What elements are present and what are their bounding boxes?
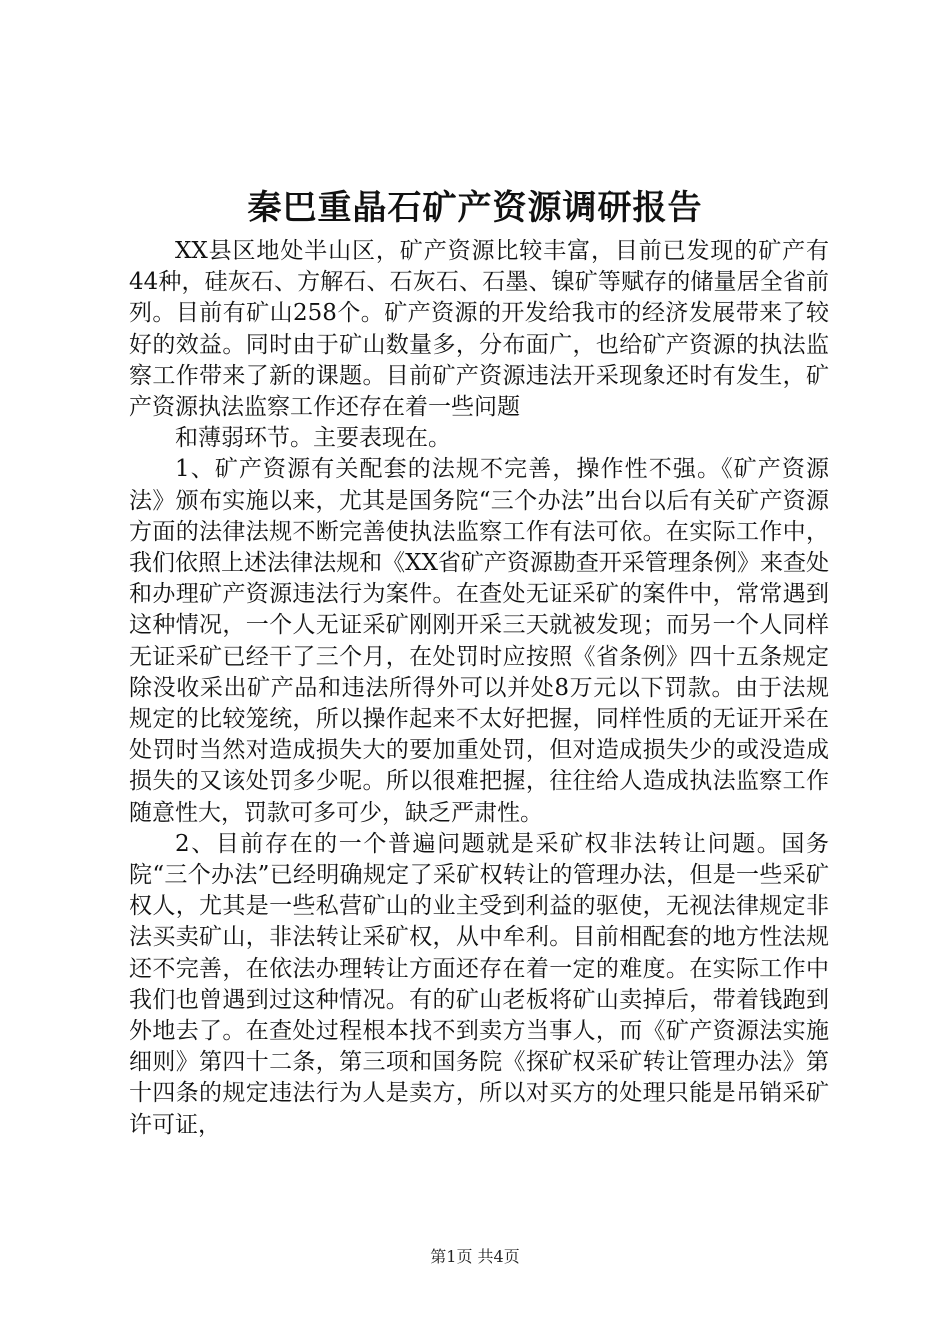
page-footer: 第1页 共4页 [430, 1247, 520, 1266]
paragraph-intro-continued: 和薄弱环节。主要表现在。 [175, 425, 451, 452]
paragraph-point-2: 2、目前存在的一个普遍问题就是采矿权非法转让问题。国务院“三个办法”已经明确规定了采矿权转让的管理办法，但是一些采矿权人，尤其是一些私营矿山的业主受到利益的驱使，无视法律规定非法买卖矿山，非法转让采矿权，从中牟利。目前相配套的地方性法规还不完善，在依法办理转让方面还存在着一定的难度。在实际工作中我们也曾遇到过这种情况。有的矿山老板将矿山卖掉后，带着钱跑到外地去了。在查处过程根本找不到卖方当事人，而《矿产资源法实施细则》第四十二条，第三项和国务院《探矿权采矿转让管理办法》第十四条的规定违法行为人是卖方，所以对买方的处理只能是吊销采矿许可证， [129, 830, 829, 1138]
document-body [129, 236, 829, 1141]
paragraph-point-1: 1、矿产资源有关配套的法规不完善，操作性不强。《矿产资源法》颁布实施以来，尤其是国务院“三个办法”出台以后有关矿产资源方面的法律法规不断完善使执法监察工作有法可依。在实际工作中，我们依照上述法律法规和《XX省矿产资源勘查开采管理条例》来查处和办理矿产资源违法行为案件。在查处无证采矿的案件中，常常遇到这种情况，一个人无证采矿刚刚开采三天就被发现；而另一个人同样无证采矿已经干了三个月，在处罚时应按照《省条例》四十五条规定除没收采出矿产品和违法所得外可以并处8万元以下罚款。由于法规规定的比较笼统，所以操作起来不太好把握，同样性质的无证开采在处罚时当然对造成损失大的要加重处罚，但对造成损失少的或没造成损失的又该处罚多少呢。所以很难把握，往往给人造成执法监察工作随意性大，罚款可多可少，缺乏严肃性。 [129, 456, 829, 826]
document-title: 秦巴重晶石矿产资源调研报告 [247, 188, 703, 228]
paragraph-intro: XX县区地处半山区，矿产资源比较丰富，目前已发现的矿产有44种，硅灰石、方解石、石灰石、石墨、镍矿等赋存的储量居全省前列。目前有矿山258个。矿产资源的开发给我市的经济发展带来了较好的效益。同时由于矿山数量多，分布面广，也给矿产资源的执法监察工作带来了新的课题。目前矿产资源违法开采现象还时有发生，矿产资源执法监察工作还存在着一些问题 [129, 238, 829, 421]
